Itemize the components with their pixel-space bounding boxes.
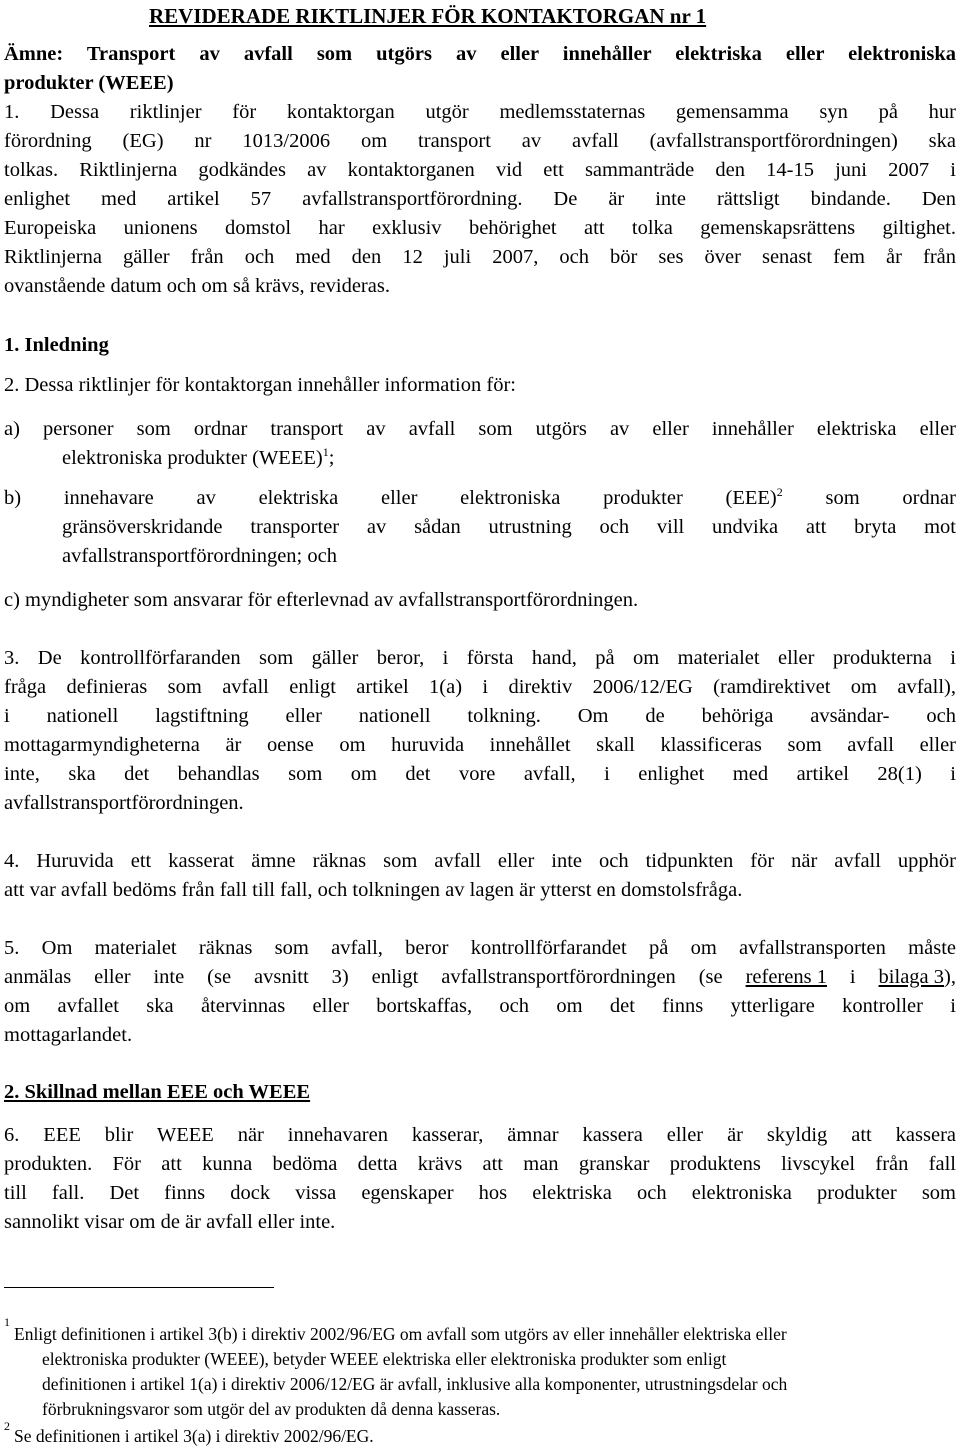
- paragraph-1-line: Riktlinjerna gäller från och med den 12 juli 2007, och bör ses över senast fem år från: [4, 246, 956, 268]
- section-heading-skillnad: 2. Skillnad mellan EEE och WEEE: [4, 1081, 311, 1103]
- paragraph-3-line: avfallstransportförordningen.: [4, 792, 244, 814]
- list-item-b-continuation: avfallstransportförordningen; och: [62, 545, 337, 567]
- paragraph-2: 2. Dessa riktlinjer för kontaktorgan innehåller information för:: [4, 374, 516, 396]
- paragraph-3-line: i nationell lagstiftning eller nationell tolkning. Om de behöriga avsändar- och: [4, 705, 956, 727]
- paragraph-1-line: Europeiska unionens domstol har exklusiv behörighet att tolka gemenskapsrättens giltighet.: [4, 217, 956, 239]
- footnote-2-mark: 2: [4, 1419, 10, 1433]
- footnote-2-line: Se definitionen i artikel 3(a) i direktiv 2002/96/EG.: [14, 1426, 374, 1446]
- list-item-b-continuation: gränsöverskridande transporter av sådan utrustning och vill undvika att bryta mot: [62, 516, 956, 538]
- footnote-1-mark: 1: [4, 1315, 10, 1329]
- paragraph-5-line: 5. Om materialet räknas som avfall, beror kontrollförfarandet på om avfallstransporten måste: [4, 937, 956, 959]
- paragraph-5-line: om avfallet ska återvinnas eller bortskaffas, och om det finns ytterligare kontroller i: [4, 995, 956, 1017]
- footnote-separator: [4, 1287, 274, 1288]
- paragraph-3-line: fråga definieras som avfall enligt artikel 1(a) i direktiv 2006/12/EG (ramdirektivet om avfall),: [4, 676, 956, 698]
- section-heading-inledning: 1. Inledning: [4, 334, 109, 356]
- footnote-1-line: definitionen i artikel 1(a) i direktiv 2006/12/EG är avfall, inklusive alla komponenter, utrustningsdelar och: [42, 1374, 788, 1394]
- paragraph-4-line: 4. Huruvida ett kasserat ämne räknas som avfall eller inte och tidpunkten för när avfall upphör: [4, 850, 956, 872]
- footnote-ref-1[interactable]: 1: [322, 445, 329, 460]
- paragraph-3-line: 3. De kontrollförfaranden som gäller beror, i första hand, på om materialet eller produkterna i: [4, 647, 956, 669]
- paragraph-3-line: mottagarmyndigheterna är oense om huruvida innehållet skall klassificeras som avfall eller: [4, 734, 956, 756]
- paragraph-1-line: förordning (EG) nr 1013/2006 om transport av avfall (avfallstransportförordningen) ska: [4, 130, 956, 152]
- annex-link[interactable]: bilaga 3: [878, 966, 945, 988]
- paragraph-6-line: produkten. För att kunna bedöma detta krävs att man granskar produktens livscykel från fall: [4, 1153, 956, 1175]
- paragraph-1-line: tolkas. Riktlinjerna godkändes av kontaktorganen vid ett sammanträde den 14-15 juni 2007 i: [4, 159, 956, 181]
- subject-line: produkter (WEEE): [4, 72, 174, 94]
- list-item-a-continuation: elektroniska produkter (WEEE)$^1$;: [62, 445, 335, 469]
- paragraph-6-line: 6. EEE blir WEEE när innehavaren kasserar, ämnar kassera eller är skyldig att kassera: [4, 1124, 956, 1146]
- paragraph-1-line: ovanstående datum och om så krävs, revideras.: [4, 275, 390, 297]
- paragraph-4-line: att var avfall bedöms från fall till fall, och tolkningen av lagen är ytterst en domstolsfråga.: [4, 879, 743, 901]
- document-title: REVIDERADE RIKTLINJER FÖR KONTAKTORGAN nr 1: [149, 4, 707, 28]
- reference-link[interactable]: referens 1: [745, 966, 827, 988]
- footnote-1-line: elektroniska produkter (WEEE), betyder WEEE elektriska eller elektroniska produkter som enligt: [42, 1349, 727, 1369]
- subject-line: Ämne: Transport av avfall som utgörs av eller innehåller elektriska eller elektroniska: [4, 43, 956, 65]
- paragraph-6-line: till fall. Det finns dock vissa egenskaper hos elektriska och elektroniska produkter som: [4, 1182, 956, 1204]
- footnote-ref-2[interactable]: 2: [776, 485, 783, 500]
- list-item-b: b) innehavare av elektriska eller elektroniska produkter (EEE)$^2$ som ordnar: [4, 485, 956, 509]
- footnote-1-line: förbrukningsvaror som utgör del av produkten då denna kasseras.: [42, 1399, 501, 1419]
- paragraph-3-line: inte, ska det behandlas som om det vore avfall, i enlighet med artikel 28(1) i: [4, 763, 956, 785]
- footnote-1-line: Enligt definitionen i artikel 3(b) i direktiv 2002/96/EG om avfall som utgörs av eller innehåller elektriska eller: [14, 1324, 787, 1344]
- paragraph-5-line: mottagarlandet.: [4, 1024, 133, 1046]
- paragraph-5-line: anmälas eller inte (se avsnitt 3) enligt avfallstransportförordningen (se referens 1 i bilaga 3),: [4, 966, 956, 988]
- paragraph-1-line: enlighet med artikel 57 avfallstransportförordning. De är inte rättsligt bindande. Den: [4, 188, 956, 210]
- paragraph-1-line: 1. Dessa riktlinjer för kontaktorgan utgör medlemsstaternas gemensamma syn på hur: [4, 101, 956, 123]
- list-item-c: c) myndigheter som ansvarar för efterlevnad av avfallstransportförordningen.: [4, 589, 639, 611]
- paragraph-6-line: sannolikt visar om de är avfall eller inte.: [4, 1211, 336, 1233]
- list-item-a: a) personer som ordnar transport av avfall som utgörs av eller innehåller elektriska eller: [4, 418, 956, 440]
